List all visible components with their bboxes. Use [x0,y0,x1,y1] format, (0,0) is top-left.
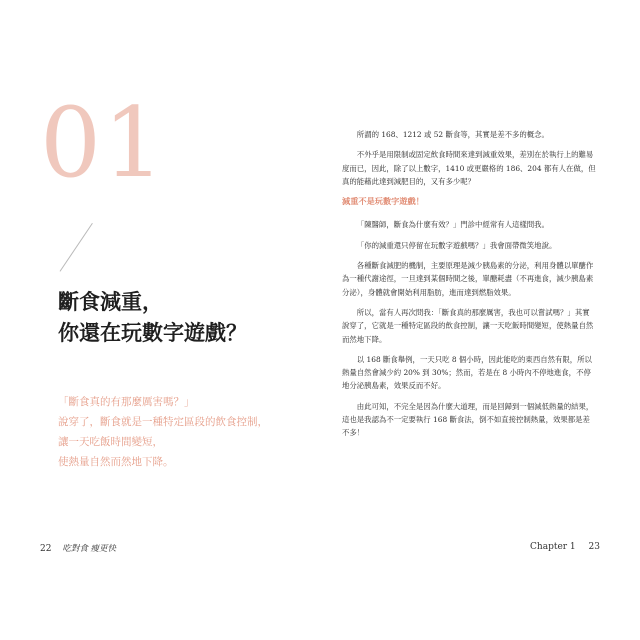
chapter-label: Chapter 1 [530,542,576,552]
left-page-number: 22 [40,544,52,554]
left-folio [40,542,116,554]
decorative-slash-divider [60,223,93,272]
body-paragraph: 不外乎是用限制或固定飲食時間來達到減重效果，差別在於執行上的難易度而已，因此，除了以上數字，1410 或更嚴格的 186、204 都有人在做，但真的能藉此達到減肥目的，又有多少呢？ [342,150,596,186]
pull-quote-line: 說穿了，斷食就是一種特定區段的飲食控制， [58,416,268,428]
body-text [342,128,596,447]
body-paragraph: 所以，當有人再次問我：「斷食真的那麼厲害，我也可以嘗試嗎？」其實說穿了，它就是一種特定區段的飲食控制，讓一天吃飯時間變短，使熱量自然而然地下降。 [342,307,594,344]
right-page-number: 23 [588,542,600,552]
book-series-title: 吃對食 瘦更快 [62,544,117,554]
section-heading: 減重不是玩數字遊戲！ [342,196,424,207]
pull-quote-line: 使熱量自然而然地下降。 [58,456,174,468]
chapter-title-line: 斷食減重， [58,290,163,314]
body-paragraph: 「你的減重還只停留在玩數字遊戲嗎？」我會面帶微笑地說。 [356,240,557,250]
chapter-title [58,287,247,349]
right-folio [530,542,600,552]
body-paragraph: 以 168 斷食舉例，一天只吃 8 個小時，因此能吃的東西自然有限，所以熱量自然會減少約 20% 到 30%；然而，若是在 8 小時內不停地進食，不停地分泌胰島素，效果反而不好。 [342,354,592,391]
body-paragraph: 所謂的 168、1212 或 52 斷食等，其實是差不多的概念。 [356,130,549,139]
pull-quote-line: 「斷食真的有那麼厲害嗎？」 [58,396,195,408]
pull-quote-line: 讓一天吃飯時間變短， [58,436,163,448]
chapter-title-line: 你還在玩數字遊戲？ [58,321,247,345]
chapter-number: 01 [40,87,167,199]
right-page [320,0,640,640]
body-paragraph: 「陳醫師，斷食為什麼有效？」門診中經常有人這樣問我。 [356,220,549,230]
body-paragraph: 各種斷食減肥的機制，主要原理是減少胰島素的分泌，利用身體以單醣作為一種代謝途徑，一旦達到某個時間之後，單醣耗盡（不再進食，減少胰島素分泌），身體就會開始利用脂肪，進而達到燃脂效果。 [342,261,594,297]
body-paragraph: 由此可知，不完全是因為什麼大道理，而是回歸到一個減低熱量的結果，這也是我認為不一定要執行 168 斷食法，倒不如直接控制熱量，效果都是差不多！ [342,401,594,438]
pull-quote [58,392,268,472]
